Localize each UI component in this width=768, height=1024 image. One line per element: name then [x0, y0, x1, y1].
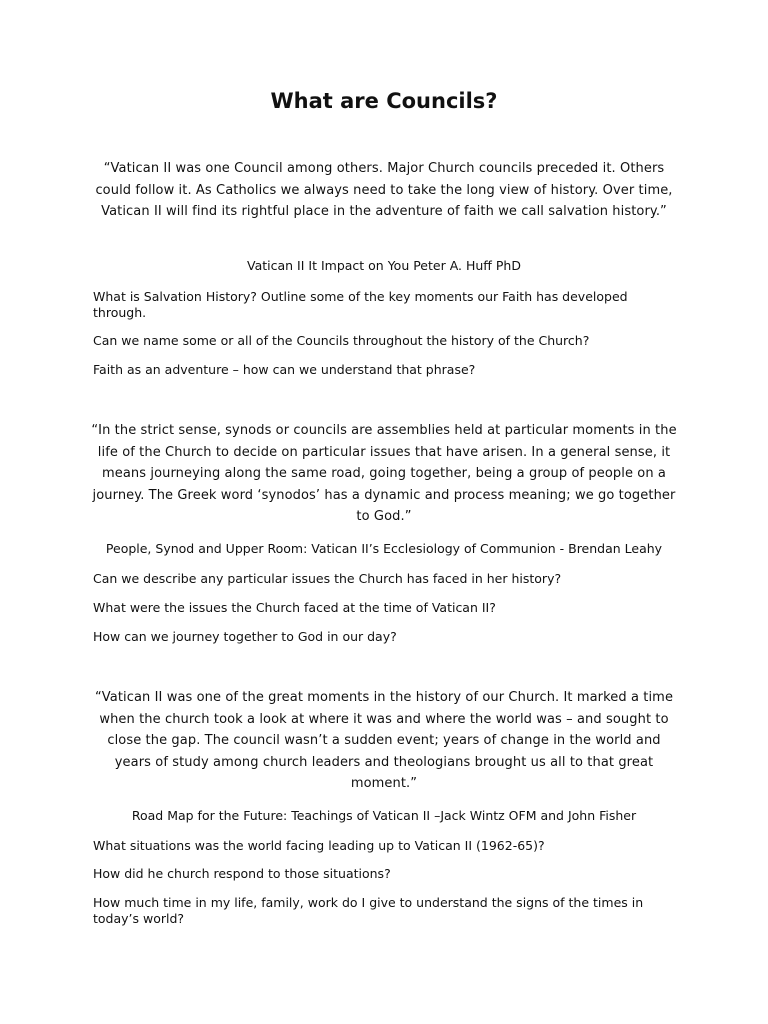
question-2-2: What were the issues the Church faced at the time of Vatican II? [93, 600, 496, 615]
quote-1: “Vatican II was one Council among others. Major Church councils preceded it. Others could follow it. As Catholics we always need to take the long view of history. Over time, Vatican II will find its rightful place in the adventure of faith we call salvation history.” [95, 161, 673, 219]
question-1-1: What is Salvation History? Outline some of the key moments our Faith has developed through. [93, 289, 628, 320]
quote-source-2: People, Synod and Upper Room: Vatican II’s Ecclesiology of Communion - Brendan Leahy [105, 541, 663, 556]
quote-source-3: Road Map for the Future: Teachings of Vatican II –Jack Wintz OFM and John Fisher [131, 808, 637, 823]
question-3-1: What situations was the world facing leading up to Vatican II (1962-65)? [93, 838, 545, 853]
question-2-3: How can we journey together to God in our day? [93, 629, 397, 644]
question-1-3: Faith as an adventure – how can we understand that phrase? [93, 362, 476, 377]
question-3-3: How much time in my life, family, work do I give to understand the signs of the times in today’s world? [93, 895, 644, 926]
page-title: What are Councils? [270, 89, 498, 113]
question-2-1: Can we describe any particular issues the Church has faced in her history? [93, 571, 562, 586]
quote-source-1: Vatican II It Impact on You Peter A. Huff PhD [247, 258, 521, 273]
question-1-2: Can we name some or all of the Councils throughout the history of the Church? [93, 333, 590, 348]
quote-2: “In the strict sense, synods or councils are assemblies held at particular moments in the life of the Church to decide on particular issues that have arisen. In a general sense, it means journeying along the same road, going together, being a group of people on a journey. The Greek word ‘synodos’ has a dynamic and process meaning; we go together to God.” [91, 423, 677, 524]
quote-3: “Vatican II was one of the great moments in the history of our Church. It marked a time when the church took a look at where it was and where the world was – and sought to close the gap. The council wasn’t a sudden event; years of change in the world and years of study among church leaders and theologians brought us all to that great moment.” [94, 690, 674, 791]
question-3-2: How did he church respond to those situations? [93, 866, 391, 881]
